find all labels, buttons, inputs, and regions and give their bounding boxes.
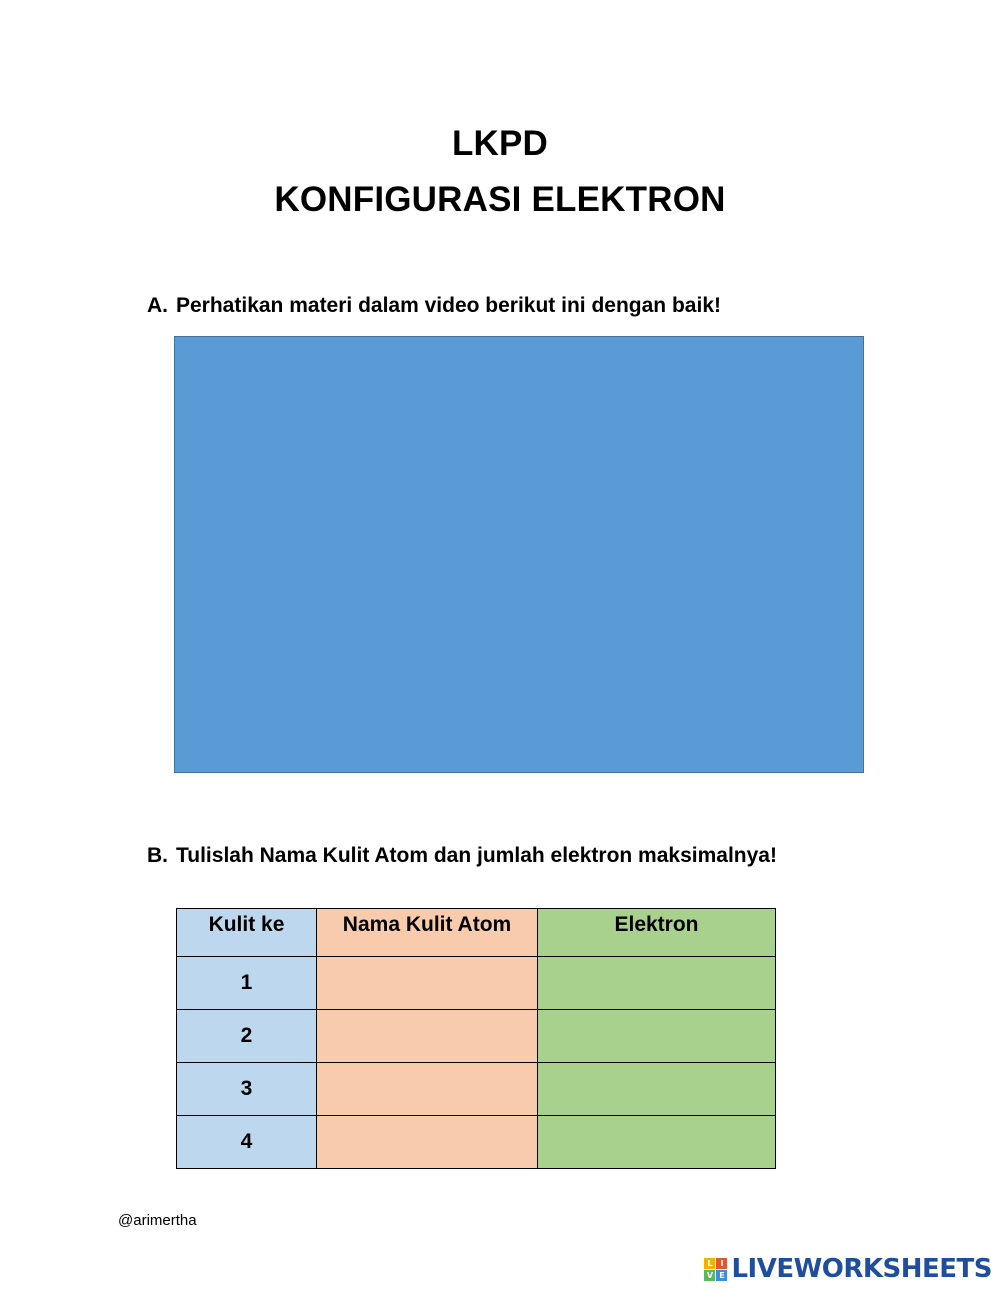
kulit-number: 3: [177, 1063, 317, 1116]
table-header-row: [177, 909, 776, 957]
kulit-number: 4: [177, 1116, 317, 1169]
video-placeholder[interactable]: [174, 336, 864, 773]
table-row: [177, 1010, 776, 1063]
section-b-letter: B.: [147, 844, 168, 867]
brand-name: LIVEWORKSHEETS: [731, 1254, 992, 1284]
nama-kulit-answer-field[interactable]: [317, 1063, 538, 1116]
electron-shell-table: [176, 908, 776, 1169]
kulit-number: 2: [177, 1010, 317, 1063]
page-title: LKPD: [451, 124, 549, 163]
section-b-text: Tulislah Nama Kulit Atom dan jumlah elektron maksimalnya!: [176, 844, 777, 867]
elektron-answer-field[interactable]: [538, 1116, 776, 1169]
table-row: [177, 1063, 776, 1116]
liveworksheets-brand: [704, 1254, 992, 1284]
section-a-instruction: [147, 294, 721, 318]
table-row: [177, 1116, 776, 1169]
author-credit: @arimertha: [118, 1212, 197, 1229]
table-row: [177, 957, 776, 1010]
elektron-answer-field[interactable]: [538, 957, 776, 1010]
header-nama-kulit-atom: Nama Kulit Atom: [317, 909, 538, 957]
elektron-answer-field[interactable]: [538, 1010, 776, 1063]
nama-kulit-answer-field[interactable]: [317, 1010, 538, 1063]
section-a-text: Perhatikan materi dalam video berikut ini dengan baik!: [176, 294, 721, 317]
header-elektron: Elektron: [538, 909, 776, 957]
section-b-instruction: [147, 844, 777, 868]
page-subtitle: KONFIGURASI ELEKTRON: [274, 180, 726, 219]
elektron-answer-field[interactable]: [538, 1063, 776, 1116]
nama-kulit-answer-field[interactable]: [317, 957, 538, 1010]
nama-kulit-answer-field[interactable]: [317, 1116, 538, 1169]
section-a-letter: A.: [147, 294, 168, 317]
kulit-number: 1: [177, 957, 317, 1010]
liveworksheets-logo-icon: L I V E: [704, 1258, 727, 1281]
header-kulit-ke: Kulit ke: [177, 909, 317, 957]
